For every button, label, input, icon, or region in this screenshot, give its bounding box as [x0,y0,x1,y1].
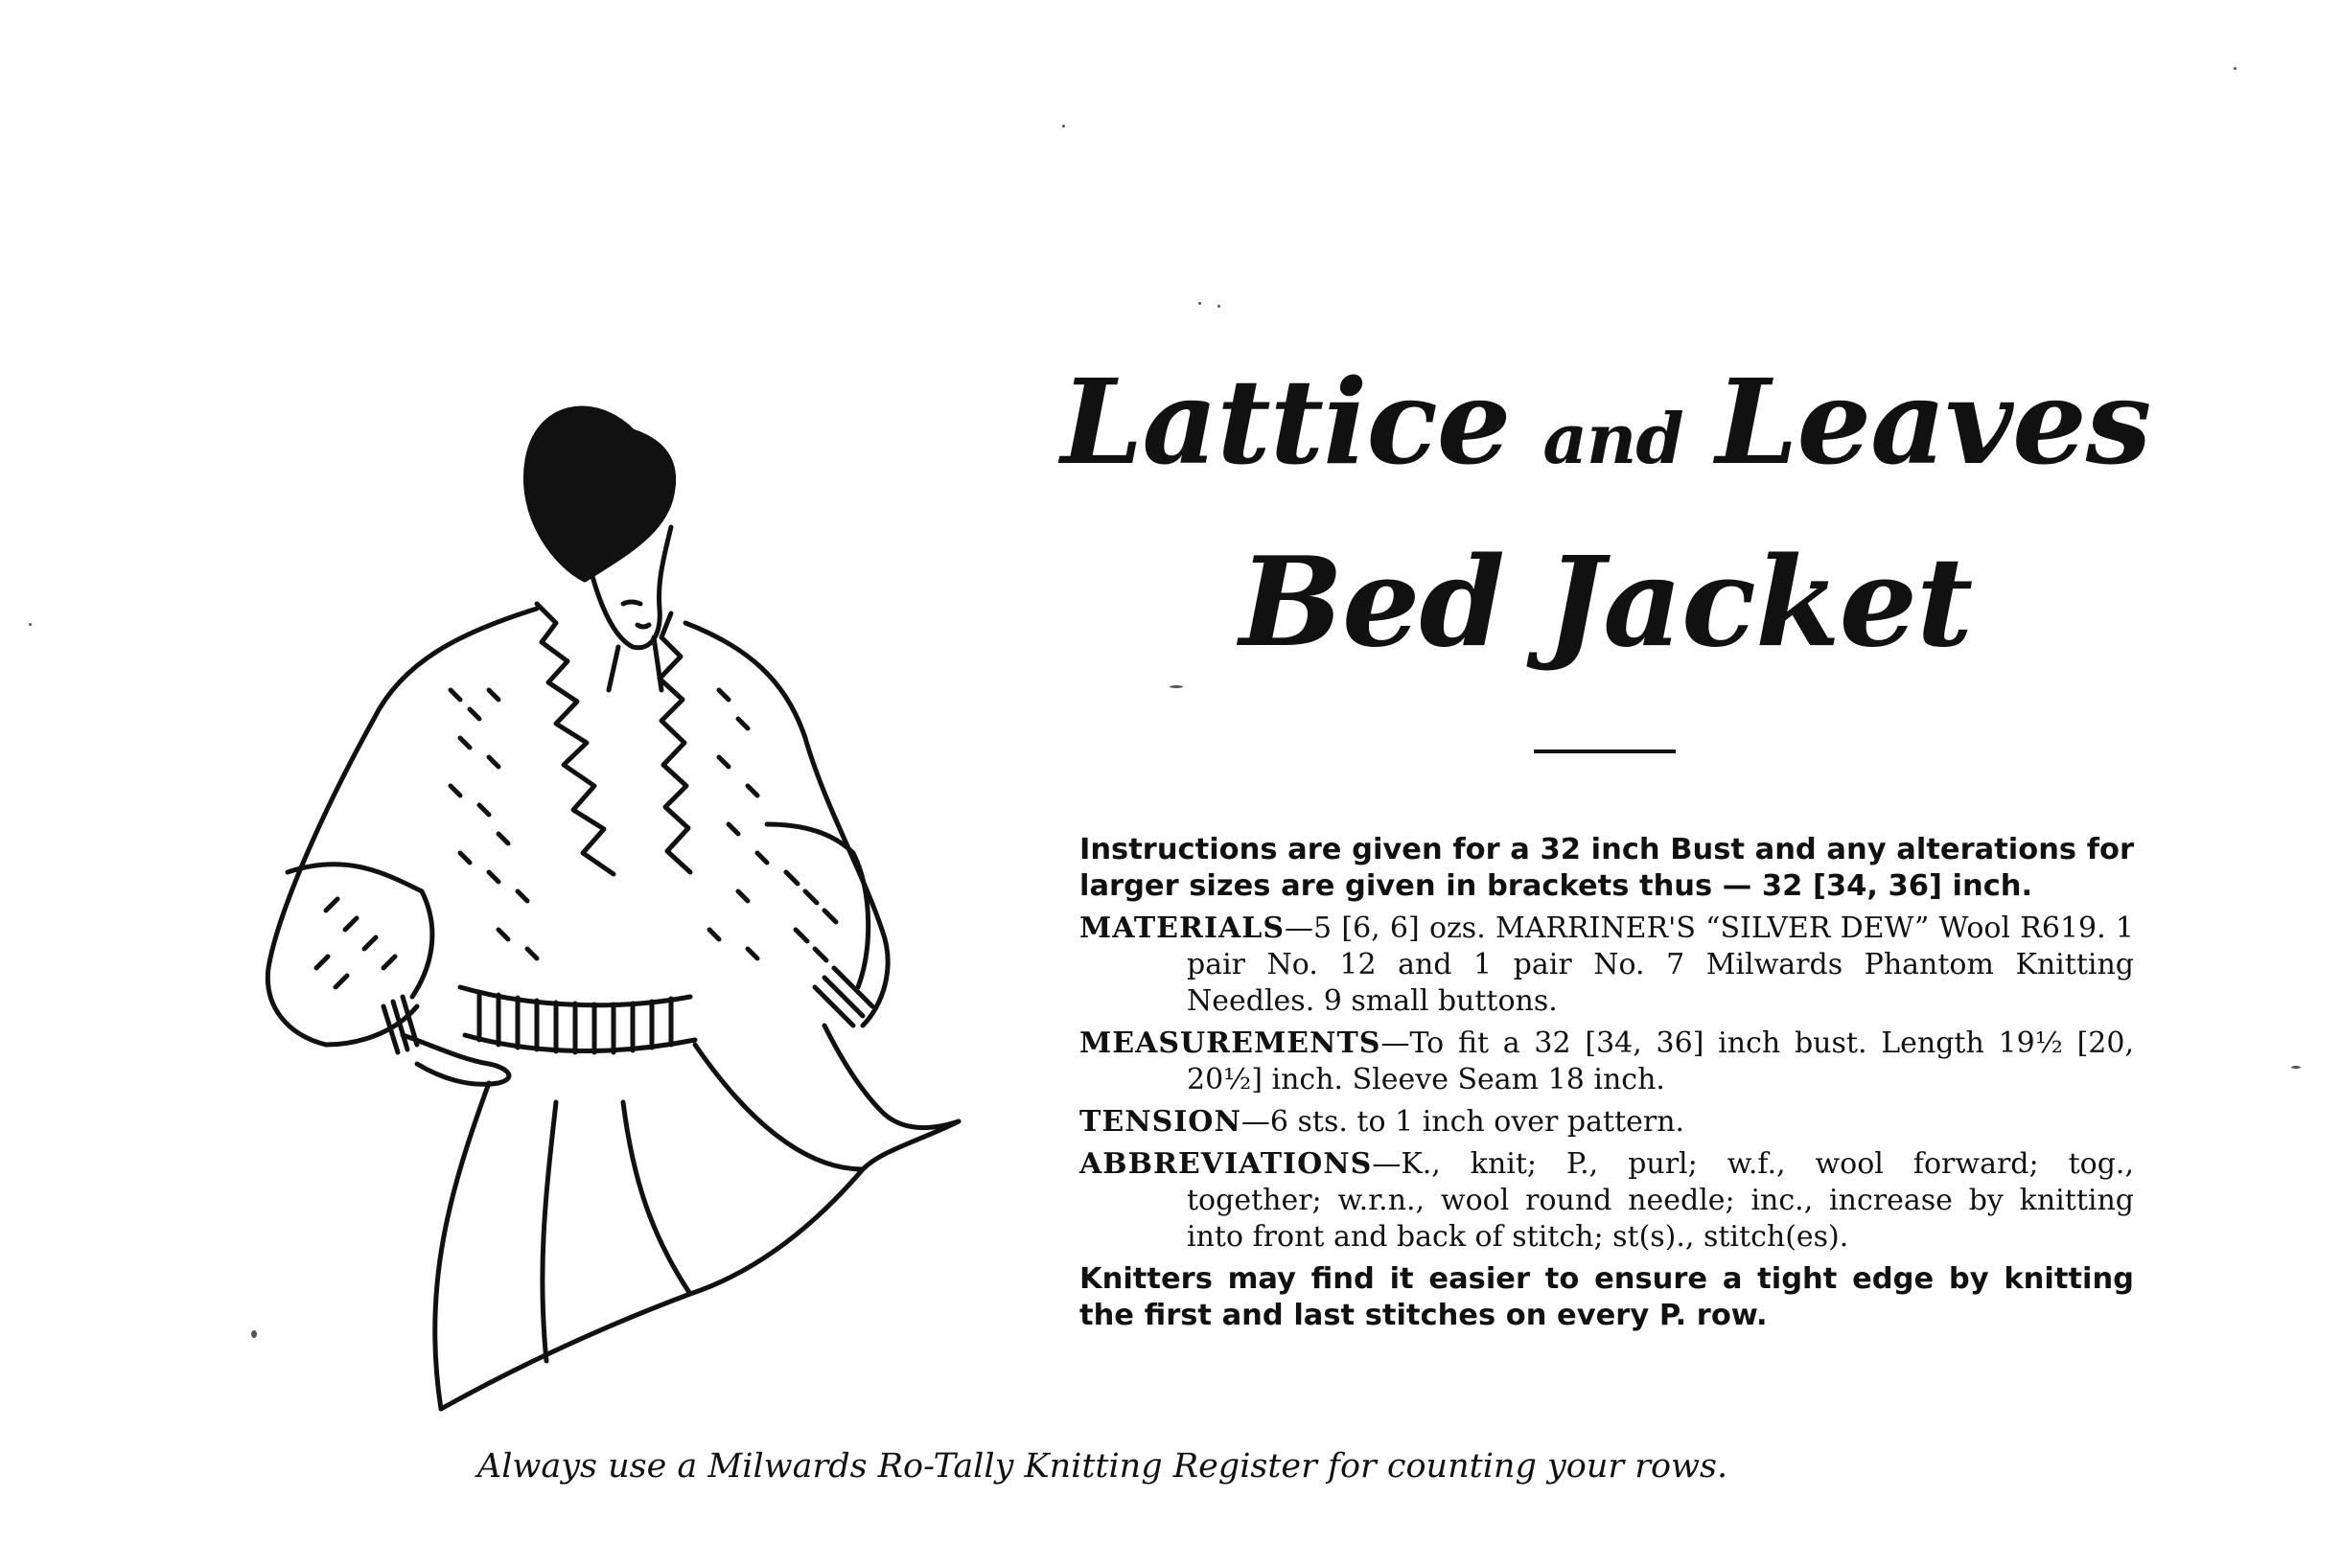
tension-dash: — [1240,1105,1270,1139]
measurements-text: To fit a 32 [34, 36] inch bust. Length 19½ [20, 20½] inch. Sleeve Seam 18 inch. [1187,1026,2134,1096]
abbreviations-text: K., knit; P., purl; w.f., wool forward; tog., together; w.r.n., wool round needle; inc., increase by knitting into front and back of stitch; st(s)., stitch(es). [1187,1147,2134,1254]
title-divider [1534,749,1676,753]
abbreviations-dash: — [1372,1147,1402,1181]
fashion-sketch-icon [211,374,1016,1418]
title-line-1 [1055,355,2157,506]
materials-label: MATERIALS [1079,911,1286,945]
measurements-section [1079,1026,2134,1098]
pattern-title [1055,355,2157,675]
scan-speck [2291,1066,2301,1069]
pattern-instructions [1079,832,2134,1334]
scan-speck [1217,305,1220,308]
scan-speck [1062,125,1065,127]
tension-section [1079,1104,2134,1141]
materials-section [1079,911,2134,1020]
materials-text: 5 [6, 6] ozs. MARRINER'S “SILVER DEW” Wool R619. 1 pair No. 12 and 1 pair No. 7 Milwards Phantom Knitting Needles. 9 small buttons. [1187,911,2134,1018]
scan-speck [251,1330,257,1338]
abbreviations-label: ABBREVIATIONS [1079,1147,1373,1181]
scan-speck [2234,67,2237,70]
title-word-and: and [1542,398,1683,479]
tension-text: 6 sts. to 1 inch over pattern. [1269,1105,1685,1139]
intro-paragraph: Instructions are given for a 32 inch Bust and any alterations for larger sizes are given in brackets thus — 32 [34, 36] inch. [1079,833,2134,903]
footer-tip: Always use a Milwards Ro-Tally Knitting Register for counting your rows. [476,1447,1728,1486]
closing-note: Knitters may find it easier to ensure a tight edge by knitting the first and last stitches on every P. row. [1079,1262,2134,1332]
title-word-leaves: Leaves [1715,353,2151,491]
scan-speck [1170,685,1183,688]
abbreviations-section [1079,1146,2134,1256]
bed-jacket-illustration [211,374,1016,1418]
scan-speck [29,623,32,626]
title-word-lattice: Lattice [1060,353,1511,491]
tension-label: TENSION [1079,1105,1241,1139]
measurements-dash: — [1380,1026,1410,1060]
scan-speck [1198,302,1201,305]
measurements-label: MEASUREMENTS [1079,1026,1381,1060]
title-line-2: Bed Jacket [1239,531,1973,675]
materials-dash: — [1285,911,1314,945]
